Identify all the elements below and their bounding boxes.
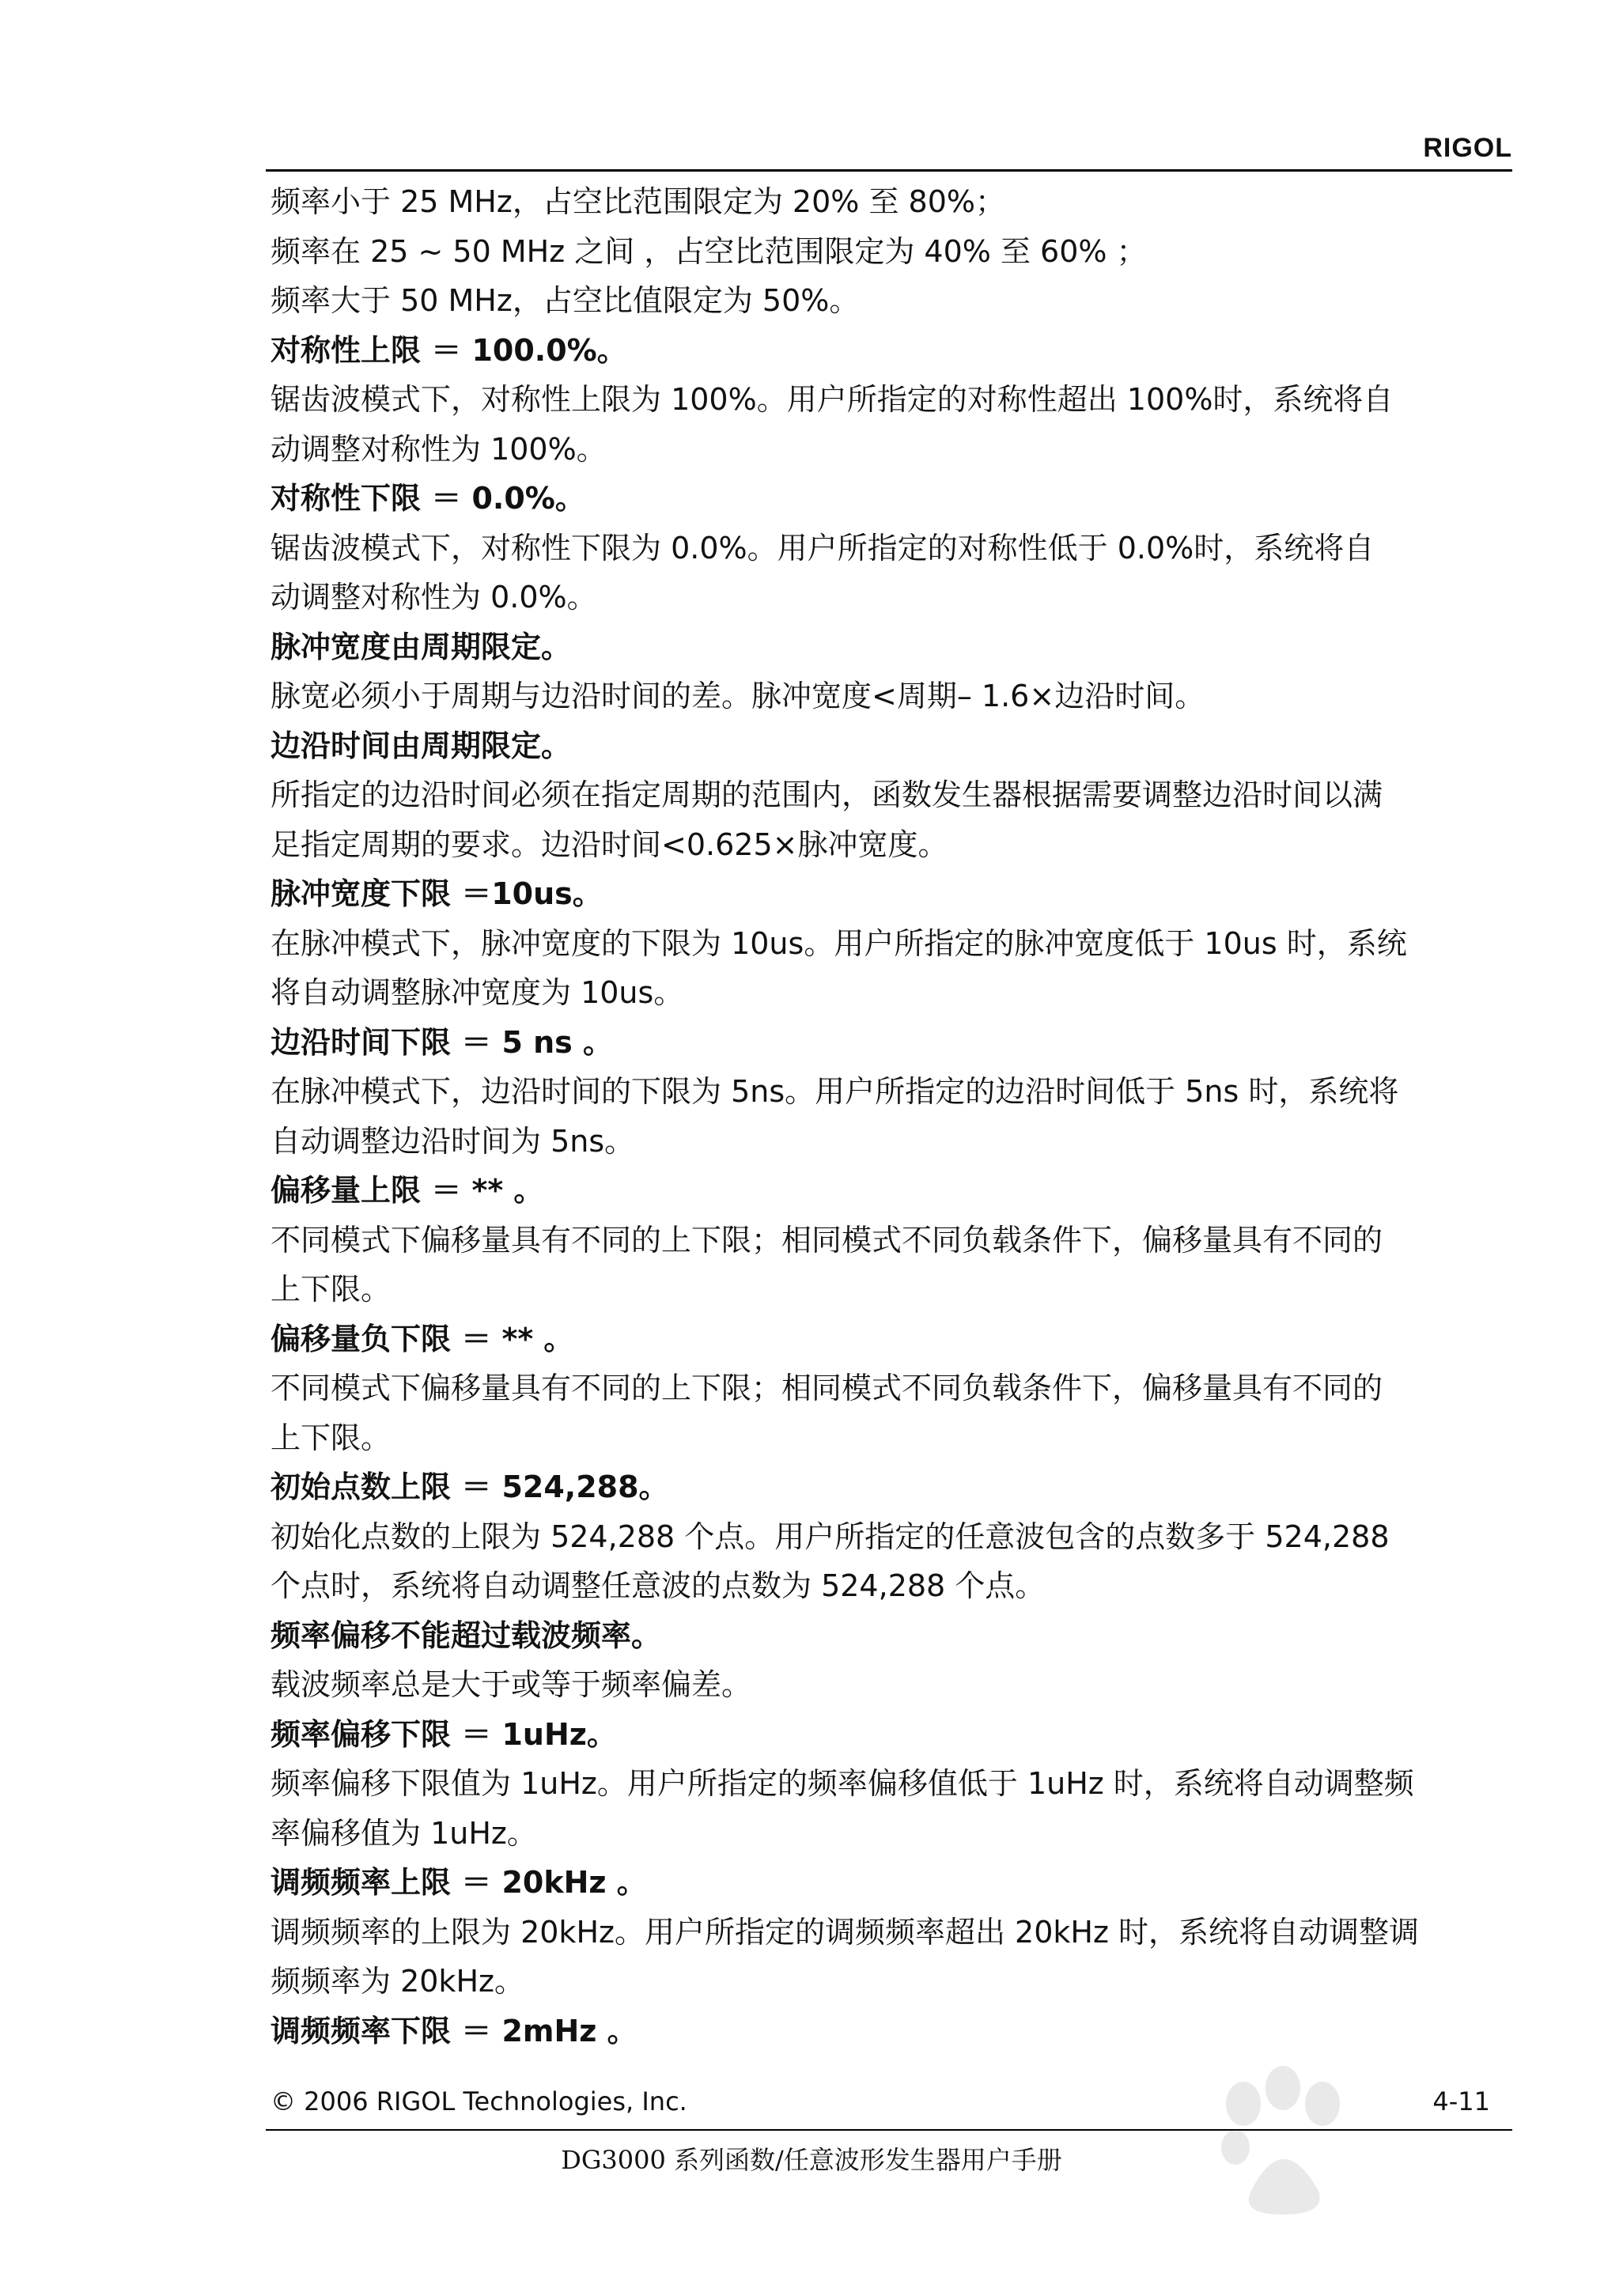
- section-heading: 偏移量上限 ＝ ** 。: [270, 1173, 544, 1208]
- section: [270, 1858, 1504, 2007]
- section-line: 在脉冲模式下，脉冲宽度的下限为 10us。用户所指定的脉冲宽度低于 10us 时，系统: [270, 925, 1407, 961]
- header-rule: [266, 169, 1512, 172]
- intro-line: 频率在 25 ~ 50 MHz 之间 ，占空比范围限定为 40% 至 60% ；: [270, 233, 1147, 269]
- section-heading: 初始点数上限 ＝ 524,288。: [270, 1470, 669, 1504]
- section-line: 所指定的边沿时间必须在指定周期的范围内，函数发生器根据需要调整边沿时间以满: [270, 777, 1383, 812]
- section-line: 将自动调整脉冲宽度为 10us。: [270, 975, 684, 1010]
- section-line: 锯齿波模式下，对称性下限为 0.0%。用户所指定的对称性低于 0.0%时，系统将自: [270, 530, 1375, 565]
- footer-manual-title: DG3000 系列函数/任意波形发生器用户手册: [561, 2145, 1062, 2175]
- section-line: 频频率为 20kHz。: [270, 1964, 524, 1999]
- section-line: 率偏移值为 1uHz。: [270, 1815, 537, 1851]
- section-line: 个点时，系统将自动调整任意波的点数为 524,288 个点。: [270, 1568, 1046, 1603]
- section: [270, 1710, 1504, 1859]
- section-heading: 调频频率上限 ＝ 20kHz 。: [270, 1865, 647, 1900]
- footer-page-number: 4-11: [1432, 2086, 1490, 2116]
- section-line: 上下限。: [270, 1420, 392, 1455]
- section-heading: 频率偏移不能超过载波频率。: [270, 1617, 662, 1653]
- baidu-paw-icon: [1188, 2056, 1599, 2278]
- section-heading: 频率偏移下限 ＝ 1uHz。: [270, 1716, 617, 1752]
- section-line: 不同模式下偏移量具有不同的上下限；相同模式不同负载条件下，偏移量具有不同的: [270, 1371, 1383, 1405]
- section-line: 足指定周期的要求。边沿时间<0.625×脉冲宽度。: [270, 826, 948, 862]
- section-heading: 脉冲宽度下限 ＝10us。: [270, 876, 603, 911]
- section: [270, 1166, 1504, 1314]
- section: [270, 1611, 1504, 1710]
- section-line: 载波频率总是大于或等于频率偏差。: [270, 1667, 752, 1702]
- section-line: 脉宽必须小于周期与边沿时间的差。脉冲宽度<周期– 1.6×边沿时间。: [270, 679, 1205, 713]
- section-heading: 对称性上限 ＝ 100.0%。: [270, 332, 627, 368]
- intro-block: [270, 177, 1504, 326]
- section: [270, 326, 1504, 475]
- section-line: 在脉冲模式下，边沿时间的下限为 5ns。用户所指定的边沿时间低于 5ns 时，系统将: [270, 1074, 1399, 1109]
- section-line: 动调整对称性为 100%。: [270, 431, 607, 467]
- section-line: 调频频率的上限为 20kHz。用户所指定的调频频率超出 20kHz 时，系统将自动调整调: [270, 1914, 1420, 1950]
- section-line: 锯齿波模式下，对称性上限为 100%。用户所指定的对称性超出 100%时，系统将自: [270, 382, 1394, 417]
- section: [270, 721, 1504, 870]
- section-heading: 调频频率下限 ＝ 2mHz 。: [270, 2013, 637, 2048]
- section: [270, 1314, 1504, 1463]
- header-brand: RIGOL: [1423, 133, 1512, 163]
- section-line: 不同模式下偏移量具有不同的上下限；相同模式不同负载条件下，偏移量具有不同的: [270, 1222, 1383, 1258]
- section: [270, 1018, 1504, 1167]
- section-line: 初始化点数的上限为 524,288 个点。用户所指定的任意波包含的点数多于 524,288: [270, 1519, 1390, 1554]
- sections: [270, 326, 1504, 2056]
- section-heading: 边沿时间下限 ＝ 5 ns 。: [270, 1024, 614, 1060]
- intro-line: 频率大于 50 MHz，占空比值限定为 50%。: [270, 283, 860, 318]
- section-line: 频率偏移下限值为 1uHz。用户所指定的频率偏移值低于 1uHz 时，系统将自动调整频: [270, 1766, 1414, 1801]
- section: [270, 2007, 1504, 2056]
- section-line: 自动调整边沿时间为 5ns。: [270, 1123, 635, 1159]
- section-heading: 脉冲宽度由周期限定。: [270, 629, 572, 664]
- section: [270, 622, 1504, 721]
- section-line: 动调整对称性为 0.0%。: [270, 580, 597, 615]
- section: [270, 474, 1504, 622]
- intro-line: 频率小于 25 MHz，占空比范围限定为 20% 至 80%；: [270, 184, 1005, 219]
- section-line: 上下限。: [270, 1272, 392, 1307]
- footer-copyright: © 2006 RIGOL Technologies, Inc.: [270, 2086, 687, 2116]
- section-heading: 对称性下限 ＝ 0.0%。: [270, 481, 585, 516]
- section: [270, 1462, 1504, 1611]
- section-heading: 偏移量负下限 ＝ ** 。: [270, 1321, 574, 1356]
- document-body: [270, 177, 1504, 2056]
- section: [270, 869, 1504, 1018]
- section-heading: 边沿时间由周期限定。: [270, 728, 572, 763]
